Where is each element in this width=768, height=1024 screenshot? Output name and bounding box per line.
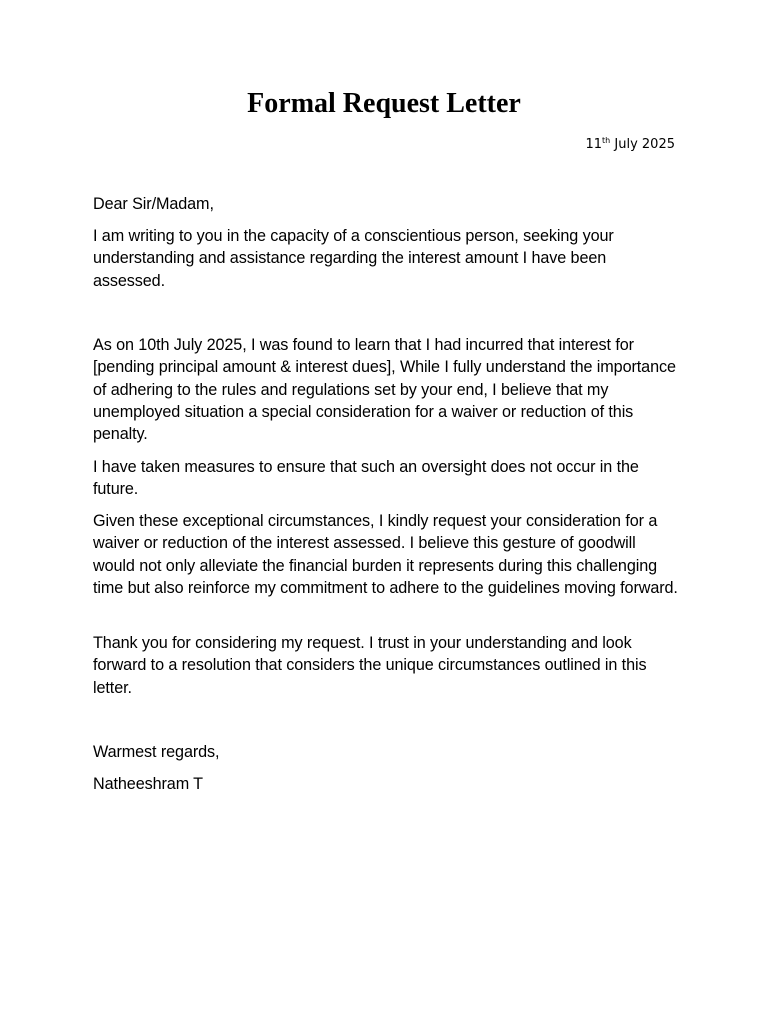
paragraph-situation: As on 10th July 2025, I was found to learn that I had incurred that interest for [pending principal amount & interest dues], While I fully understand the importance of adhering to the rules and regulations set by your end, I believe that my unemployed situation a special consideration for a waiver or reduction of this penalty. [93, 336, 676, 444]
date-suffix: th [602, 136, 611, 145]
letter-title: Formal Request Letter [247, 88, 521, 119]
date-month-year: July 2025 [614, 137, 675, 152]
closing: Warmest regards, [93, 743, 220, 761]
paragraph-thanks: Thank you for considering my request. I trust in your understanding and look forward to a resolution that considers the unique circumstances outlined in this letter. [93, 634, 647, 697]
paragraph-measures: I have taken measures to ensure that such an oversight does not occur in the future. [93, 458, 639, 499]
paragraph-request: Given these exceptional circumstances, I kindly request your consideration for a waiver or reduction of the interest assessed. I believe this gesture of goodwill would not only alleviate the financial burden it represents during this challenging time but also reinforce my commitment to adhere to the guidelines moving forward. [93, 512, 678, 597]
paragraph-intro: I am writing to you in the capacity of a conscientious person, seeking your understanding and assistance regarding the interest amount I have been assessed. [93, 227, 614, 290]
letter-date [585, 135, 675, 155]
date-day: 11 [585, 137, 603, 152]
salutation: Dear Sir/Madam, [93, 195, 214, 213]
signature-name: Natheeshram T [93, 775, 203, 793]
